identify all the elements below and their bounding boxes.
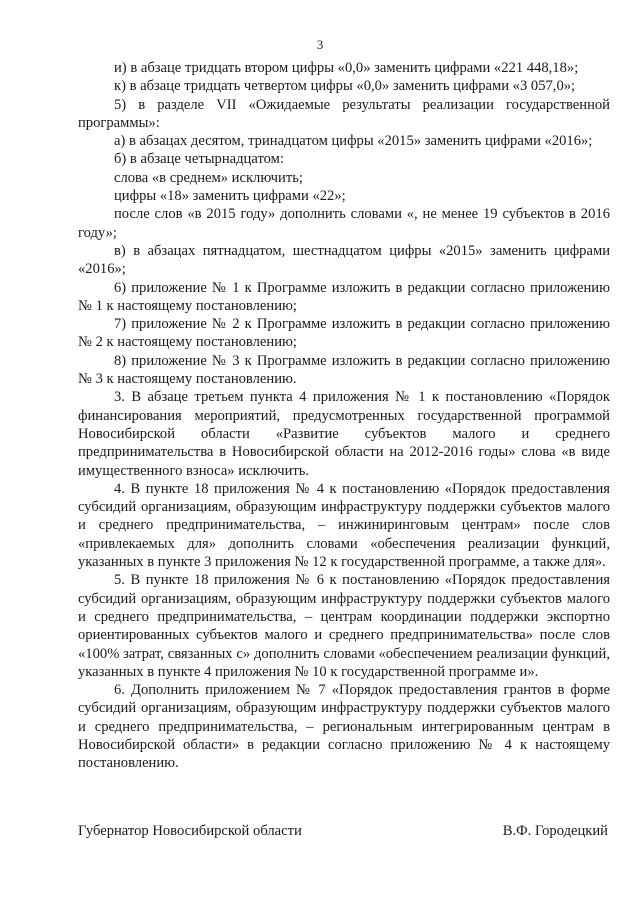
paragraph: 8) приложение № 3 к Программе изложить в редакции согласно приложению № 3 к настоящему постановлению.: [78, 352, 610, 388]
paragraph: 5) в разделе VII «Ожидаемые результаты реализации государственной программы»:: [78, 96, 610, 131]
document-body: [78, 59, 610, 773]
paragraph: цифры «18» заменить цифрами «22»;: [114, 188, 346, 205]
paragraph: к) в абзаце тридцать четвертом цифры «0,0» заменить цифрами «3 057,0»;: [114, 78, 576, 95]
paragraph: 5. В пункте 18 приложения № 6 к постановлению «Порядок предоставления субсидий организациям, образующим инфраструктуру поддержки субъектов малого и среднего предпринимательства, – центрам координации поддержки экспортно ориентированных субъектов малого и среднего предпринимательства» после слов «100% затрат, связанных с» дополнить словами «обеспечением реализации функций, указанных в пункте 4 приложения № 10 к государственной программе и».: [78, 572, 610, 680]
page-number: 3: [316, 37, 324, 52]
paragraph: б) в абзаце четырнадцатом:: [114, 151, 284, 168]
paragraph: 6) приложение № 1 к Программе изложить в редакции согласно приложению № 1 к настоящему постановлению;: [78, 279, 610, 314]
signatory-position: Губернатор Новосибирской области: [78, 823, 302, 839]
paragraph: в) в абзацах пятнадцатом, шестнадцатом цифры «2015» заменить цифрами «2016»;: [78, 242, 610, 278]
paragraph: 3. В абзаце третьем пункта 4 приложения № 1 к постановлению «Порядок финансирования мероприятий, предусмотренных государственной программой Новосибирской области «Развитие субъектов малого и среднего предпринимательства в Новосибирской области на 2012-2016 годы» слова «в виде имущественного взноса» исключить.: [78, 389, 610, 479]
paragraph: 4. В пункте 18 приложения № 4 к постановлению «Порядок предоставления субсидий организациям, образующим инфраструктуру поддержки субъектов малого и среднего предпринимательства, – инжиниринговым центрам» после слов «привлекаемых для» дополнить словами «обеспечения реализации функций, указанных в пункте 3 приложения № 12 к государственной программе, а также для».: [78, 480, 610, 571]
paragraph: и) в абзаце тридцать втором цифры «0,0» заменить цифрами «221 448,18»;: [114, 60, 579, 76]
paragraph: 6. Дополнить приложением № 7 «Порядок предоставления грантов в форме субсидий организациям, образующим инфраструктуру поддержки субъектов малого и среднего предпринимательства, – региональным интегрированным центрам в Новосибирской области» в редакции согласно приложению № 4 к настоящему постановлению.: [78, 682, 610, 772]
paragraph: после слов «в 2015 году» дополнить словами «, не менее 19 субъектов в 2016 году»;: [78, 206, 610, 241]
paragraph: 7) приложение № 2 к Программе изложить в редакции согласно приложению № 2 к настоящему постановлению;: [78, 316, 610, 351]
signatory-name: В.Ф. Городецкий: [502, 823, 608, 839]
signature-block: [78, 822, 608, 840]
paragraph: слова «в среднем» исключить;: [114, 169, 303, 186]
paragraph: а) в абзацах десятом, тринадцатом цифры «2015» заменить цифрами «2016»;: [114, 133, 593, 150]
